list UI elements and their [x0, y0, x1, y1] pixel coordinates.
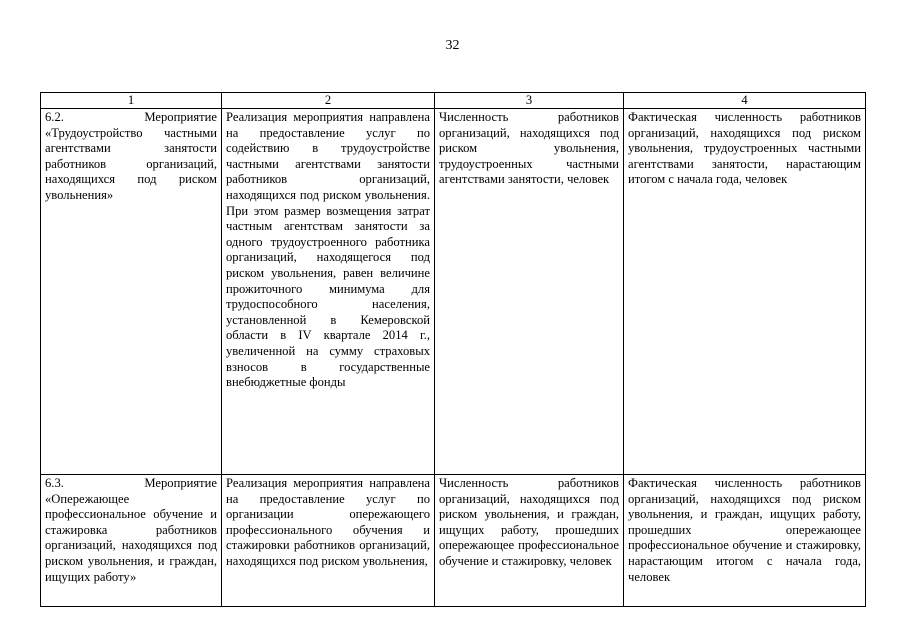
description-text: Реализация мероприятия направлена на предоставление услуг по содействию в трудоустройстве частными агентствами занятости работников организаций, находящихся под риском увольнения. При этом размер возмещения затрат частным агентствам занятости за одного трудоустроенного работника организаций, находящегося под риском увольнения, равен величине прожиточного минимума для трудоспособного населения, установленной в Кемеровской области в IV квартале 2014 г., увеличенной на сумму страховых взносов в государственные внебюджетные фонды	[226, 110, 430, 390]
indicator-cell	[435, 475, 624, 607]
page-number: 32	[445, 38, 460, 53]
measure-cell	[41, 475, 222, 607]
indicator-text: Численность работников организаций, находящихся под риском увольнения, и граждан, ищущих работу, прошедших опережающее профессиональное обучение и стажировку, человек	[439, 476, 619, 568]
table-row	[41, 475, 866, 607]
calculation-text: Фактическая численность работников организаций, находящихся под риском увольнения, трудоустроенных частными агентствами занятости, нарастающим итогом с начала года, человек	[628, 110, 861, 187]
indicator-cell	[435, 109, 624, 475]
calculation-cell	[624, 475, 866, 607]
calculation-text: Фактическая численность работников организаций, находящихся под риском увольнения, и граждан, ищущих работу, прошедших опережающее профессиональное обучение и стажировку, нарастающим итогом с начала года, человек	[628, 476, 861, 584]
measure-cell	[41, 109, 222, 475]
measure-text: 6.3. Мероприятие «Опережающее профессиональное обучение и стажировка работников организаций, находящихся под риском увольнения, и граждан, ищущих работу»	[45, 476, 217, 584]
header-row	[41, 93, 866, 109]
column-header-4: 4	[624, 93, 866, 109]
description-cell	[222, 475, 435, 607]
calculation-cell	[624, 109, 866, 475]
description-cell	[222, 109, 435, 475]
measures-table	[40, 92, 866, 607]
measure-text: 6.2. Мероприятие «Трудоустройство частными агентствами занятости работников организаций, находящихся под риском увольнения»	[45, 110, 217, 202]
table-row	[41, 109, 866, 475]
column-header-3: 3	[435, 93, 624, 109]
indicator-text: Численность работников организаций, находящихся под риском увольнения, трудоустроенных частными агентствами занятости, человек	[439, 110, 619, 187]
column-header-2: 2	[222, 93, 435, 109]
column-header-1: 1	[41, 93, 222, 109]
description-text: Реализация мероприятия направлена на предоставление услуг по организации опережающего профессионального обучения и стажировки работников организаций, находящихся под риском увольнения,	[226, 476, 430, 568]
